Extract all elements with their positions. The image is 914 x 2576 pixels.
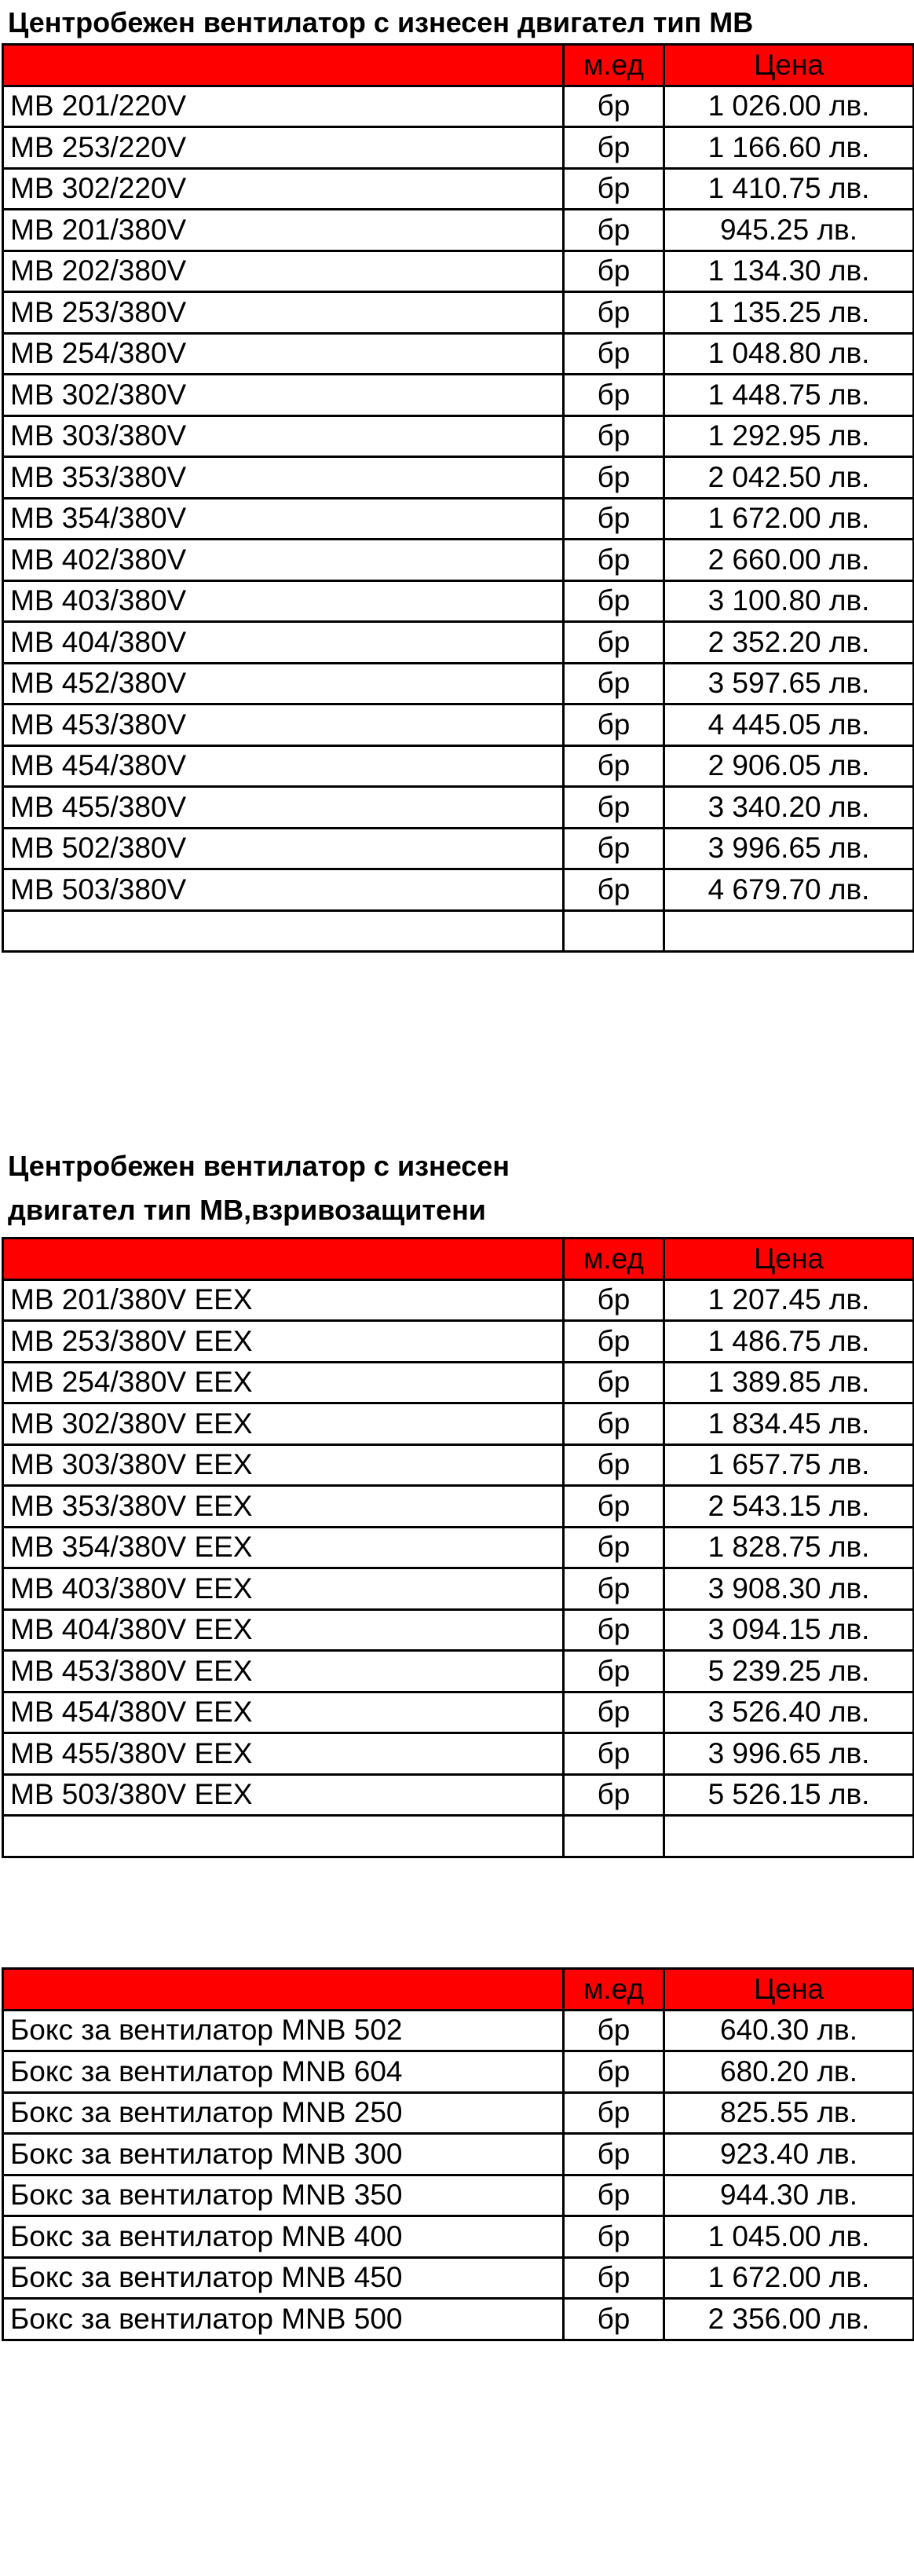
- table-row: [3, 540, 914, 581]
- row-unit-cell: бр: [564, 745, 664, 787]
- table-row: [3, 498, 914, 540]
- row-price-cell: 944.30 лв.: [664, 2175, 914, 2216]
- row-unit-cell: бр: [564, 540, 664, 581]
- table-row: [3, 2216, 914, 2258]
- row-unit-cell: бр: [564, 1444, 664, 1486]
- row-unit-cell: бр: [564, 1527, 664, 1568]
- row-name-cell: MB 202/380V: [3, 251, 564, 292]
- row-price-cell: 1 045.00 лв.: [664, 2216, 914, 2258]
- table-row: [3, 745, 914, 787]
- row-price-cell: 1 834.45 лв.: [664, 1403, 914, 1445]
- table-row: [3, 2257, 914, 2299]
- table-row: [3, 1362, 914, 1403]
- row-price-cell: 3 340.20 лв.: [664, 787, 914, 829]
- row-price-cell: 1 207.45 лв.: [664, 1279, 914, 1321]
- row-unit-cell: бр: [564, 2299, 664, 2340]
- row-name-cell: MB 454/380V: [3, 745, 564, 787]
- table-row: [3, 1527, 914, 1568]
- row-price-cell: 1 292.95 лв.: [664, 415, 914, 457]
- row-name-cell: MB 201/380V: [3, 210, 564, 251]
- row-unit-cell: [564, 910, 664, 952]
- row-price-cell: 2 042.50 лв.: [664, 457, 914, 499]
- row-name-cell: MB 403/380V EEX: [3, 1568, 564, 1610]
- row-price-cell: 1 166.60 лв.: [664, 127, 914, 169]
- row-name-cell: [3, 1816, 564, 1857]
- row-unit-cell: бр: [564, 457, 664, 499]
- table-row: [3, 375, 914, 416]
- table-row: [3, 1733, 914, 1775]
- header-unit-cell: м.ед: [564, 45, 664, 86]
- row-name-cell: MB 354/380V EEX: [3, 1527, 564, 1568]
- header-price-cell: Цена: [664, 1239, 914, 1280]
- row-name-cell: MB 402/380V: [3, 540, 564, 581]
- table-row: [3, 2010, 914, 2051]
- row-unit-cell: бр: [564, 1692, 664, 1733]
- row-price-cell: 3 996.65 лв.: [664, 1733, 914, 1775]
- price-table-fan-boxes: [2, 1967, 914, 2341]
- table-row: [3, 457, 914, 499]
- row-price-cell: 2 543.15 лв.: [664, 1486, 914, 1528]
- row-unit-cell: бр: [564, 828, 664, 869]
- row-price-cell: 1 026.00 лв.: [664, 86, 914, 127]
- row-price-cell: 3 094.15 лв.: [664, 1609, 914, 1651]
- table-row: [3, 333, 914, 375]
- row-unit-cell: бр: [564, 1403, 664, 1445]
- row-name-cell: Бокс за вентилатор MNB 300: [3, 2134, 564, 2175]
- table-row: [3, 2175, 914, 2216]
- header-unit-cell: м.ед: [564, 1239, 664, 1280]
- row-name-cell: Бокс за вентилатор MNB 450: [3, 2257, 564, 2299]
- row-name-cell: MB 503/380V: [3, 869, 564, 911]
- table-row: [3, 580, 914, 622]
- table-header-row: [3, 45, 914, 86]
- row-unit-cell: бр: [564, 1321, 664, 1363]
- row-price-cell: 1 389.85 лв.: [664, 1362, 914, 1403]
- row-price-cell: 4 445.05 лв.: [664, 704, 914, 746]
- table-row: [3, 1321, 914, 1363]
- row-unit-cell: бр: [564, 1362, 664, 1403]
- row-price-cell: 1 672.00 лв.: [664, 498, 914, 540]
- row-price-cell: 1 828.75 лв.: [664, 1527, 914, 1568]
- row-name-cell: MB 353/380V EEX: [3, 1486, 564, 1528]
- row-price-cell: 825.55 лв.: [664, 2092, 914, 2134]
- row-name-cell: MB 453/380V: [3, 704, 564, 746]
- table-row: [3, 1444, 914, 1486]
- table-row: [3, 1692, 914, 1733]
- row-name-cell: Бокс за вентилатор MNB 500: [3, 2299, 564, 2340]
- table-row: [3, 168, 914, 210]
- table-row: [3, 910, 914, 952]
- row-price-cell: 5 239.25 лв.: [664, 1651, 914, 1692]
- row-unit-cell: бр: [564, 127, 664, 169]
- table-row: [3, 251, 914, 292]
- table-row: [3, 1279, 914, 1321]
- row-price-cell: 2 356.00 лв.: [664, 2299, 914, 2340]
- table-row: [3, 2299, 914, 2340]
- row-unit-cell: бр: [564, 663, 664, 704]
- row-price-cell: 1 135.25 лв.: [664, 292, 914, 334]
- section-1-title: Центробежен вентилатор с изнесен двигател тип MB: [8, 6, 754, 38]
- row-price-cell: 680.20 лв.: [664, 2051, 914, 2093]
- row-price-cell: 3 996.65 лв.: [664, 828, 914, 869]
- row-unit-cell: бр: [564, 1733, 664, 1775]
- table-row: [3, 1568, 914, 1610]
- table-row: [3, 2051, 914, 2093]
- row-unit-cell: бр: [564, 415, 664, 457]
- row-unit-cell: бр: [564, 375, 664, 416]
- row-name-cell: MB 404/380V: [3, 622, 564, 664]
- row-price-cell: 1 410.75 лв.: [664, 168, 914, 210]
- section-2-title-line-1: Центробежен вентилатор с изнесен: [8, 1150, 510, 1182]
- row-name-cell: MB 403/380V: [3, 580, 564, 622]
- header-name-cell: [3, 45, 564, 86]
- row-name-cell: MB 302/380V EEX: [3, 1403, 564, 1445]
- row-name-cell: MB 455/380V EEX: [3, 1733, 564, 1775]
- row-name-cell: MB 353/380V: [3, 457, 564, 499]
- table-row: [3, 210, 914, 251]
- row-unit-cell: бр: [564, 168, 664, 210]
- header-price-cell: Цена: [664, 1969, 914, 2011]
- row-unit-cell: бр: [564, 1651, 664, 1692]
- table-header-row: [3, 1239, 914, 1280]
- row-name-cell: MB 253/380V EEX: [3, 1321, 564, 1363]
- row-name-cell: MB 503/380V EEX: [3, 1774, 564, 1816]
- row-unit-cell: бр: [564, 869, 664, 911]
- table-row: [3, 292, 914, 334]
- row-price-cell: 2 906.05 лв.: [664, 745, 914, 787]
- row-price-cell: 3 908.30 лв.: [664, 1568, 914, 1610]
- table-row: [3, 1651, 914, 1692]
- row-price-cell: 1 448.75 лв.: [664, 375, 914, 416]
- row-unit-cell: бр: [564, 292, 664, 334]
- row-price-cell: 640.30 лв.: [664, 2010, 914, 2051]
- table-row: [3, 663, 914, 704]
- row-unit-cell: бр: [564, 498, 664, 540]
- table-row: [3, 828, 914, 869]
- row-unit-cell: бр: [564, 2010, 664, 2051]
- header-name-cell: [3, 1239, 564, 1280]
- table-row: [3, 1403, 914, 1445]
- row-name-cell: MB 453/380V EEX: [3, 1651, 564, 1692]
- table-row: [3, 127, 914, 169]
- row-unit-cell: бр: [564, 1774, 664, 1816]
- price-table-mb-explosion-proof: [2, 1237, 914, 1858]
- row-unit-cell: [564, 1816, 664, 1857]
- row-price-cell: 3 597.65 лв.: [664, 663, 914, 704]
- row-unit-cell: бр: [564, 2092, 664, 2134]
- row-price-cell: 1 672.00 лв.: [664, 2257, 914, 2299]
- row-unit-cell: бр: [564, 1279, 664, 1321]
- row-unit-cell: бр: [564, 86, 664, 127]
- table-row: [3, 622, 914, 664]
- row-price-cell: [664, 1816, 914, 1857]
- header-price-cell: Цена: [664, 45, 914, 86]
- row-unit-cell: бр: [564, 2134, 664, 2175]
- row-name-cell: MB 254/380V: [3, 333, 564, 375]
- row-unit-cell: бр: [564, 333, 664, 375]
- row-name-cell: MB 201/220V: [3, 86, 564, 127]
- row-price-cell: 2 660.00 лв.: [664, 540, 914, 581]
- row-name-cell: MB 404/380V EEX: [3, 1609, 564, 1651]
- table-row: [3, 2092, 914, 2134]
- row-name-cell: [3, 910, 564, 952]
- row-unit-cell: бр: [564, 1486, 664, 1528]
- table-row: [3, 869, 914, 911]
- row-name-cell: MB 201/380V EEX: [3, 1279, 564, 1321]
- row-name-cell: MB 303/380V EEX: [3, 1444, 564, 1486]
- row-name-cell: Бокс за вентилатор MNB 400: [3, 2216, 564, 2258]
- row-unit-cell: бр: [564, 2257, 664, 2299]
- row-price-cell: 4 679.70 лв.: [664, 869, 914, 911]
- table-row: [3, 86, 914, 127]
- table-row: [3, 1609, 914, 1651]
- row-unit-cell: бр: [564, 704, 664, 746]
- row-name-cell: MB 454/380V EEX: [3, 1692, 564, 1733]
- row-price-cell: 1 134.30 лв.: [664, 251, 914, 292]
- header-unit-cell: м.ед: [564, 1969, 664, 2011]
- row-name-cell: MB 452/380V: [3, 663, 564, 704]
- row-name-cell: MB 302/380V: [3, 375, 564, 416]
- section-2-title-line-2: двигател тип MB,взривозащитени: [8, 1194, 486, 1226]
- row-price-cell: 3 100.80 лв.: [664, 580, 914, 622]
- row-name-cell: Бокс за вентилатор MNB 502: [3, 2010, 564, 2051]
- table-row: [3, 415, 914, 457]
- table-row: [3, 1816, 914, 1857]
- row-name-cell: MB 303/380V: [3, 415, 564, 457]
- table-row: [3, 787, 914, 829]
- row-name-cell: Бокс за вентилатор MNB 604: [3, 2051, 564, 2093]
- row-unit-cell: бр: [564, 2175, 664, 2216]
- row-price-cell: 5 526.15 лв.: [664, 1774, 914, 1816]
- table-row: [3, 704, 914, 746]
- row-unit-cell: бр: [564, 1609, 664, 1651]
- table-row: [3, 1486, 914, 1528]
- table-header-row: [3, 1969, 914, 2011]
- row-name-cell: MB 302/220V: [3, 168, 564, 210]
- row-price-cell: 1 486.75 лв.: [664, 1321, 914, 1363]
- row-unit-cell: бр: [564, 787, 664, 829]
- row-unit-cell: бр: [564, 1568, 664, 1610]
- row-unit-cell: бр: [564, 2051, 664, 2093]
- row-unit-cell: бр: [564, 622, 664, 664]
- table-row: [3, 1774, 914, 1816]
- row-price-cell: 1 657.75 лв.: [664, 1444, 914, 1486]
- row-price-cell: 3 526.40 лв.: [664, 1692, 914, 1733]
- row-name-cell: MB 253/380V: [3, 292, 564, 334]
- row-price-cell: [664, 910, 914, 952]
- row-price-cell: 1 048.80 лв.: [664, 333, 914, 375]
- row-name-cell: MB 455/380V: [3, 787, 564, 829]
- row-price-cell: 923.40 лв.: [664, 2134, 914, 2175]
- row-name-cell: MB 354/380V: [3, 498, 564, 540]
- row-unit-cell: бр: [564, 210, 664, 251]
- table-row: [3, 2134, 914, 2175]
- header-name-cell: [3, 1969, 564, 2011]
- row-price-cell: 2 352.20 лв.: [664, 622, 914, 664]
- price-table-mb: [2, 43, 914, 953]
- row-name-cell: MB 253/220V: [3, 127, 564, 169]
- row-name-cell: MB 502/380V: [3, 828, 564, 869]
- row-unit-cell: бр: [564, 580, 664, 622]
- row-name-cell: Бокс за вентилатор MNB 250: [3, 2092, 564, 2134]
- row-unit-cell: бр: [564, 251, 664, 292]
- row-name-cell: Бокс за вентилатор MNB 350: [3, 2175, 564, 2216]
- row-unit-cell: бр: [564, 2216, 664, 2258]
- row-name-cell: MB 254/380V EEX: [3, 1362, 564, 1403]
- row-price-cell: 945.25 лв.: [664, 210, 914, 251]
